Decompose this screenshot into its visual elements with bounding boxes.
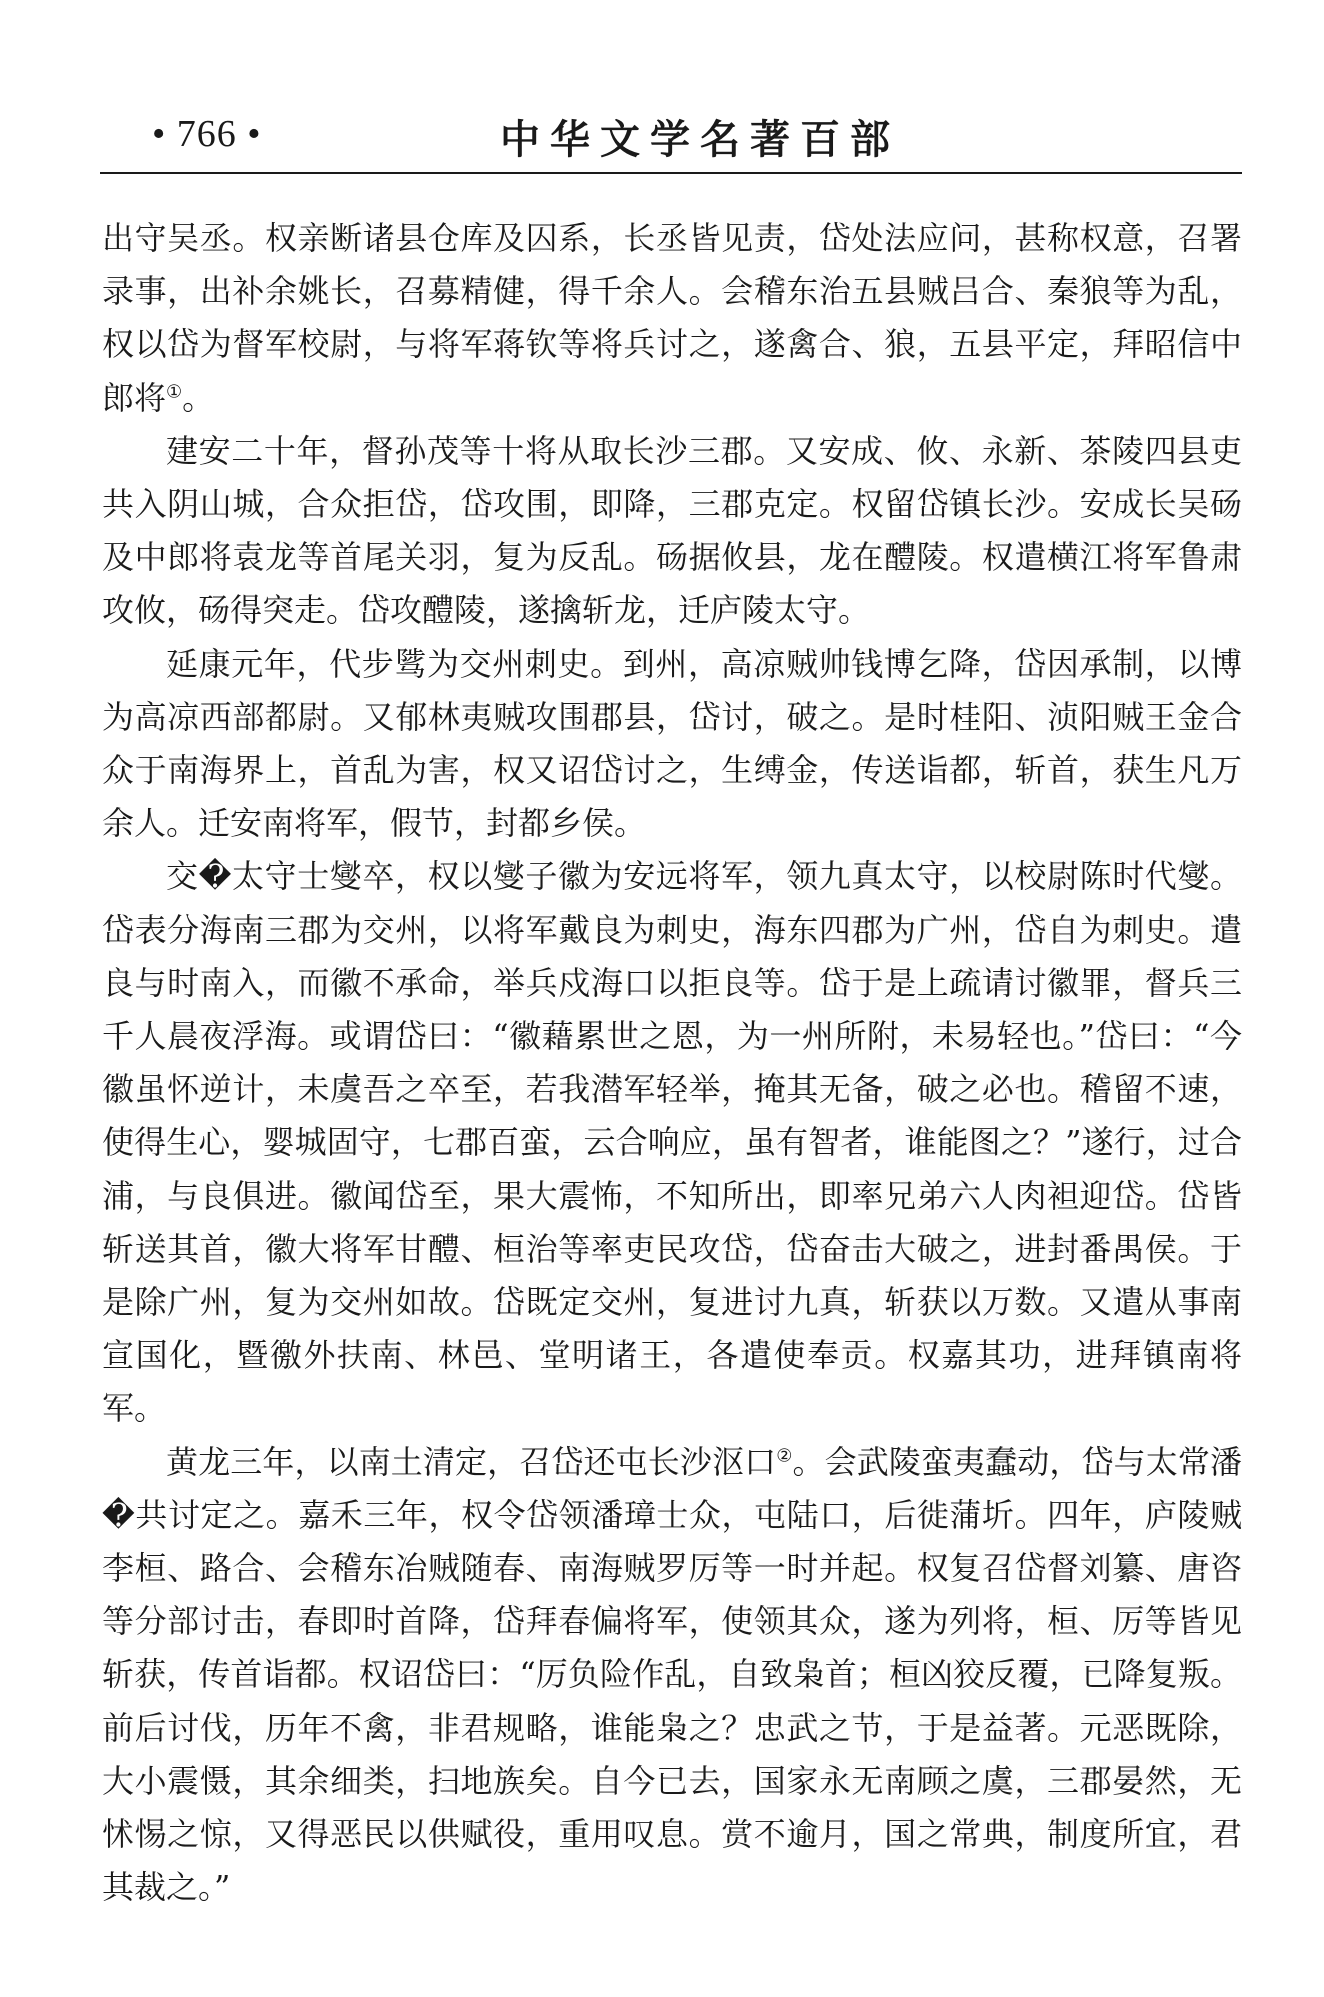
page-header bbox=[100, 108, 1240, 168]
footnote-marker: ① bbox=[166, 380, 183, 402]
paragraph-tail: 。 bbox=[182, 378, 215, 417]
paragraph-text: 延康元年，代步骘为交州刺史。到州，高凉贼帅钱博乞降，岱因承制，以博为高凉西部都尉。又郁林夷贼攻围郡县，岱讨，破之。是时桂阳、浈阳贼王金合众于南海界上，首乱为害，权又诏岱讨之，生缚金，传送诣都，斩首，获生凡万余人。迁安南将军，假节，封都乡侯。 bbox=[102, 644, 1242, 843]
paragraph-3 bbox=[102, 638, 1242, 851]
paragraph-1 bbox=[102, 212, 1242, 425]
paragraph-text: 交�太守士燮卒，权以燮子徽为安远将军，领九真太守，以校尉陈时代燮。岱表分海南三郡为交州，以将军戴良为刺史，海东四郡为广州，岱自为刺史。遣良与时南入，而徽不承命，举兵戍海口以拒良等。岱于是上疏请讨徽罪，督兵三千人晨夜浮海。或谓岱曰：“徽藉累世之恩，为一州所附，未易轻也。”岱曰：“今徽虽怀逆计，未虞吾之卒至，若我潜军轻举，掩其无备，破之必也。稽留不速，使得生心，婴城固守，七郡百蛮，云合响应，虽有智者，谁能图之？”遂行，过合浦，与良俱进。徽闻岱至，果大震怖，不知所出，即率兄弟六人肉袒迎岱。岱皆斩送其首，徽大将军甘醴、桓治等率吏民攻岱，岱奋击大破之，进封番禺侯。于是除广州，复为交州如故。岱既定交州，复进讨九真，斩获以万数。又遣从事南宣国化，暨徼外扶南、林邑、堂明诸王，各遣使奉贡。权嘉其功，进拜镇南将军。 bbox=[102, 857, 1242, 1428]
paragraph-2 bbox=[102, 425, 1242, 638]
paragraph-text: 出守吴丞。权亲断诸县仓库及囚系，长丞皆见责，岱处法应问，甚称权意，召署录事，出补余姚长，召募精健，得千余人。会稽东治五县贼吕合、秦狼等为乱，权以岱为督军校尉，与将军蒋钦等将兵讨之，遂禽合、狼，五县平定，拜昭信中郎将 bbox=[102, 219, 1242, 417]
footnote-marker: ② bbox=[776, 1445, 793, 1467]
header-rule bbox=[100, 172, 1242, 174]
paragraph-tail: 。会武陵蛮夷蠢动，岱与太常潘�共讨定之。嘉禾三年，权令岱领潘璋士众，屯陆口，后徙蒲圻。四年，庐陵贼李桓、路合、会稽东冶贼随春、南海贼罗厉等一时并起。权复召岱督刘纂、唐咨等分部讨击，春即时首降，岱拜春偏将军，使领其众，遂为列将，桓、厉等皆见斩获，传首诣都。权诏岱曰：“厉负险作乱，自致枭首；桓凶狡反覆，已降复叛。前后讨伐，历年不禽，非君规略，谁能枭之？忠武之节，于是益著。元恶既除，大小震慑，其余细类，扫地族矣。自今已去，国家永无南顾之虞，三郡晏然，无怵惕之惊，又得恶民以供赋役，重用叹息。赏不逾月，国之常典，制度所宜，君其裁之。” bbox=[102, 1442, 1242, 1907]
paragraph-5 bbox=[102, 1436, 1242, 1915]
running-title: 中华文学名著百部 bbox=[500, 116, 900, 163]
body-text bbox=[102, 212, 1242, 1915]
paragraph-4 bbox=[102, 850, 1242, 1435]
page-number: • 766 • bbox=[152, 113, 262, 155]
paragraph-text: 建安二十年，督孙茂等十将从取长沙三郡。又安成、攸、永新、茶陵四县吏共入阴山城，合众拒岱，岱攻围，即降，三郡克定。权留岱镇长沙。安成长吴砀及中郎将袁龙等首尾关羽，复为反乱。砀据攸县，龙在醴陵。权遣横江将军鲁肃攻攸，砀得突走。岱攻醴陵，遂擒斩龙，迁庐陵太守。 bbox=[102, 431, 1242, 630]
paragraph-text: 黄龙三年，以南土清定，召岱还屯长沙沤口 bbox=[166, 1442, 777, 1481]
